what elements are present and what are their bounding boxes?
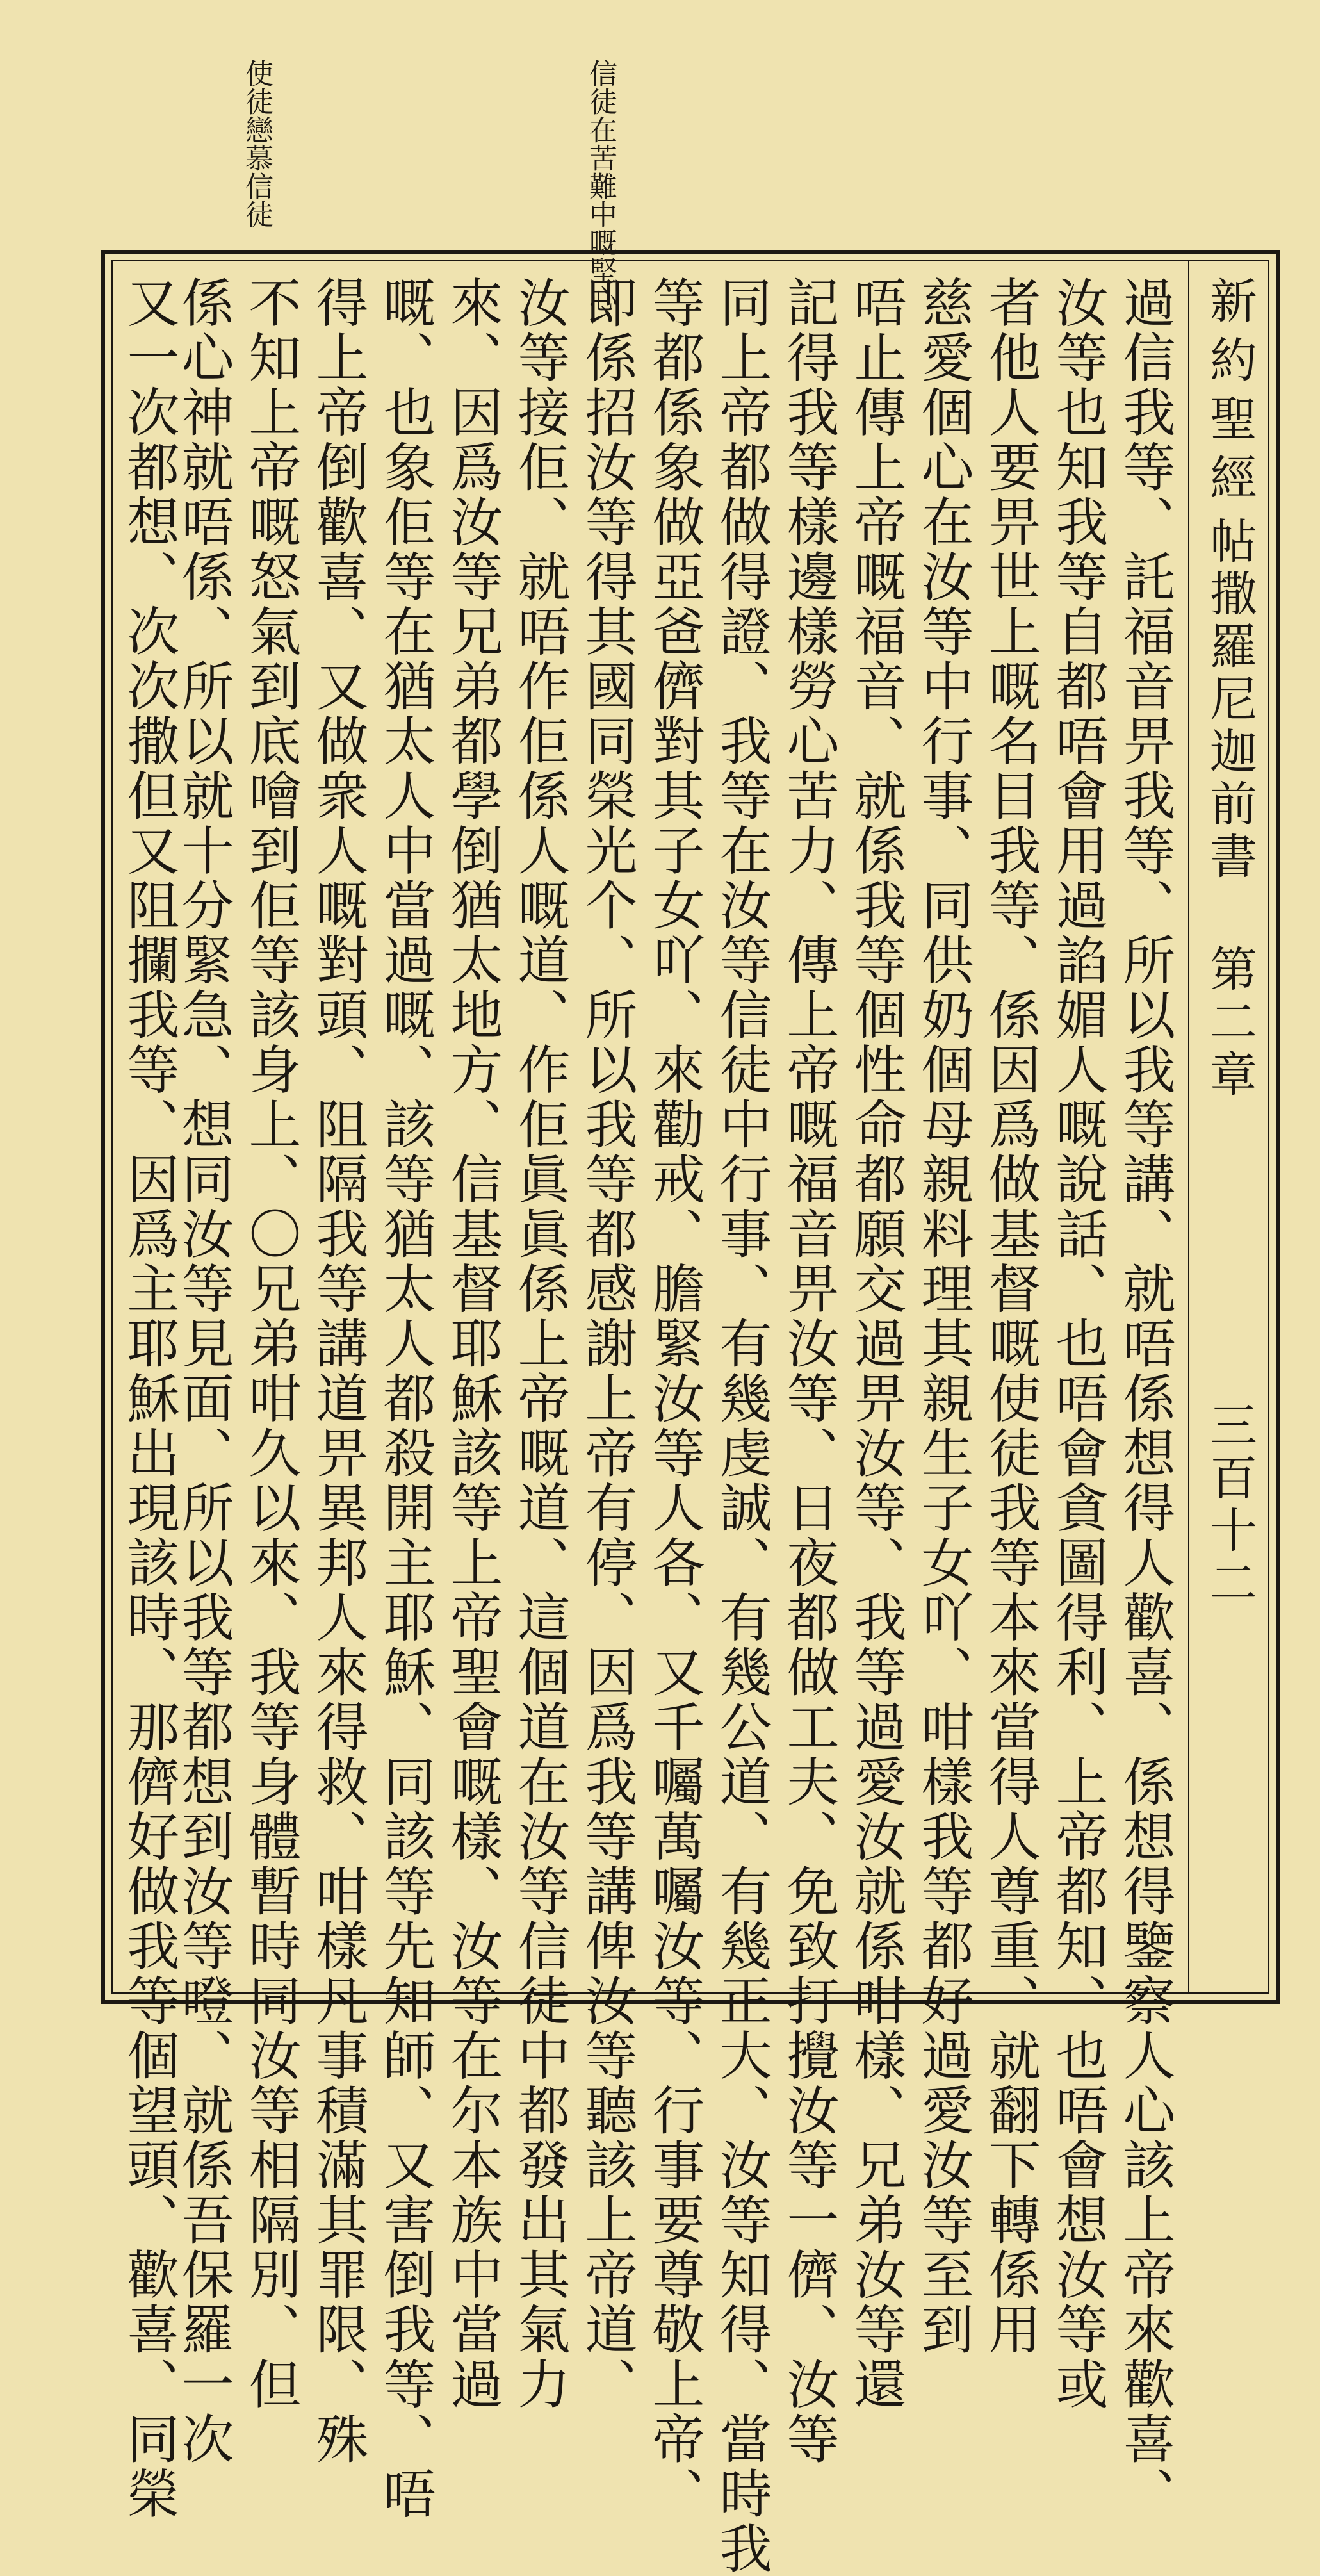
text-column: 又一次都想、次次撒但又阻攔我等、因爲主耶穌出現該時、那儕好做我等個望頭、歡喜、同榮 (118, 275, 179, 2522)
margin-note-faith-in-tribulation: 信徒在苦難中嘅堅心 (584, 59, 617, 313)
text-column: 即係招汝等得其國同榮光个、所以我等都感謝上帝有停、因爲我等講俾汝等聽該上帝道、 (576, 275, 637, 2412)
text-column: 同上帝都做得證、我等在汝等信徒中行事、有幾虔誠、有幾公道、有幾正大、汝等知得、當時我 (711, 275, 772, 2576)
text-column: 得上帝倒歡喜、又做衆人嘅對頭、阻隔我等講道畀異邦人來得救、咁樣凡事積滿其罪限、殊 (307, 275, 368, 2466)
text-column: 慈愛個心在汝等中行事、同供奶個母親料理其親生子女吖、咁樣我等都好過愛汝等至到 (913, 275, 974, 2357)
margin-note-apostle-longing: 使徒戀慕信徒 (240, 59, 273, 228)
text-column: 汝等接佢、就唔作佢係人嘅道、作佢眞眞係上帝嘅道、這個道在汝等信徒中都發出其氣力 (509, 275, 570, 2412)
text-column: 過信我等、託福音畀我等、所以我等講、就唔係想得人歡喜、係想得鑒察人心該上帝來歡喜、 (1114, 275, 1175, 2522)
text-column: 嘅、也象佢等在猶太人中當過嘅、該等猶太人都殺開主耶穌、同該等先知師、又害倒我等、唔 (375, 275, 436, 2522)
text-column: 唔止傳上帝嘅福音、就係我等個性命都願交過畀汝等、我等過愛汝就係咁樣、兄弟汝等還 (845, 275, 906, 2412)
running-header (1188, 260, 1269, 1994)
text-column: 等都係象做亞爸儕對其子女吖、來勸戒、膽緊汝等人各、又千囑萬囑汝等、行事要尊敬上帝、 (644, 275, 705, 2522)
text-column: 汝等也知我等自都唔會用過諂媚人嘅說話、也唔會貪圖得利、上帝都知、也唔會想汝等或 (1047, 275, 1108, 2412)
text-column: 不知上帝嘅怒氣到底噲到佢等該身上、〇兄弟咁久以來、我等身體暫時同汝等相隔別、但 (240, 275, 301, 2412)
header-chapter: 帖撒羅尼迦前書 第二章 (1202, 516, 1257, 1102)
text-column: 係心神就唔係、所以就十分緊急、想同汝等見面、所以我等都想到汝等噔、就係吾保羅一次 (173, 275, 234, 2466)
text-column: 者他人要畀世上嘅名目我等、係因爲做基督嘅使徒我等本來當得人尊重、就翻下轉係用 (980, 275, 1041, 2357)
text-column: 來、因爲汝等兄弟都學倒猶太地方、信基督耶穌該等上帝聖會嘅樣、汝等在尔本族中當過 (442, 275, 503, 2412)
header-book-title: 新約聖經 (1202, 276, 1257, 512)
header-page-number: 三百十二 (1202, 1400, 1257, 1611)
text-column: 記得我等樣邊樣勞心苦力、傳上帝嘅福音畀汝等、日夜都做工夫、免致打攪汝等一儕、汝等 (778, 275, 839, 2466)
